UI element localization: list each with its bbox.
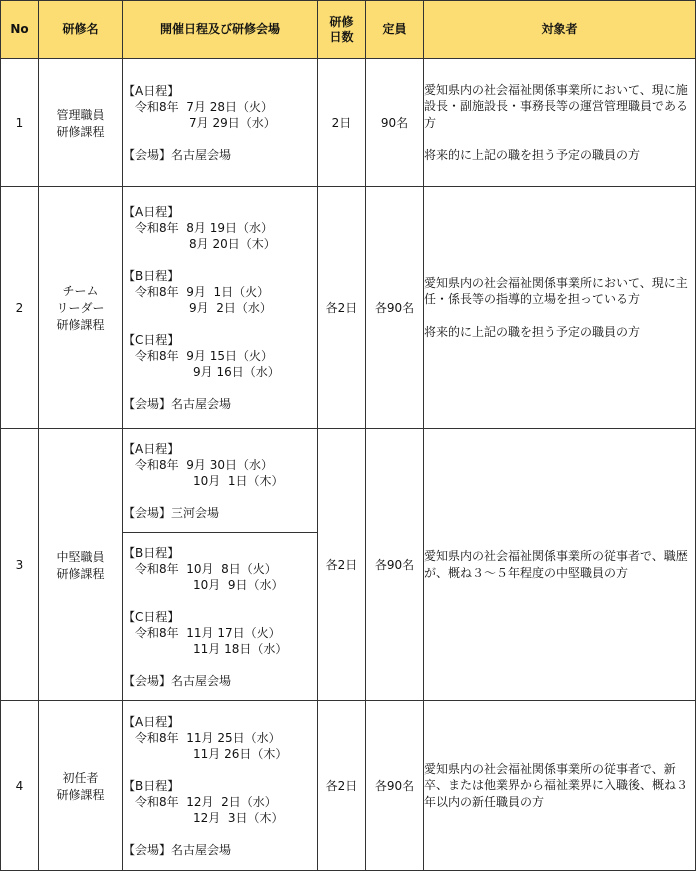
venue: 【会場】名古屋会場 bbox=[123, 842, 232, 857]
schedule-head: 【A日程】 bbox=[123, 204, 180, 219]
course-name-line: 研修課程 bbox=[56, 124, 105, 139]
schedule-cell bbox=[123, 701, 318, 871]
schedule-head: 【A日程】 bbox=[123, 441, 180, 456]
course-name bbox=[39, 187, 123, 429]
table-row bbox=[1, 701, 696, 871]
course-name-line: 研修課程 bbox=[56, 566, 105, 581]
table-row bbox=[1, 59, 696, 187]
training-days: 各2日 bbox=[318, 701, 366, 871]
row-no: 4 bbox=[1, 701, 39, 871]
header-row bbox=[1, 1, 696, 59]
target-text: 愛知県内の社会福祉関係事業所において、現に施設長・副施設長・事務長等の運営管理職員である方 bbox=[424, 82, 689, 130]
header-days-line1: 研修 bbox=[329, 14, 354, 29]
course-name-line: 研修課程 bbox=[56, 787, 105, 802]
course-name bbox=[39, 59, 123, 187]
row-no: 1 bbox=[1, 59, 39, 187]
capacity: 90名 bbox=[366, 59, 424, 187]
schedule-date: 令和8年 9月 30日（水） bbox=[135, 457, 273, 472]
course-name-line: チーム bbox=[62, 284, 99, 298]
header-course: 研修名 bbox=[39, 1, 123, 59]
schedule-cell bbox=[123, 187, 318, 429]
schedule-date: 11月 18日（水） bbox=[193, 641, 288, 656]
target-cell bbox=[424, 59, 696, 187]
target-cell bbox=[424, 701, 696, 871]
schedule-date: 令和8年 11月 17日（火） bbox=[135, 625, 281, 640]
schedule-date: 令和8年 7月 28日（火） bbox=[135, 99, 273, 114]
target-text: 将来的に上記の職を担う予定の職員の方 bbox=[424, 148, 641, 162]
schedule-date: 10月 9日（水） bbox=[193, 577, 284, 592]
capacity: 各90名 bbox=[366, 429, 424, 701]
venue: 【会場】名古屋会場 bbox=[123, 396, 232, 411]
table-row bbox=[1, 429, 696, 533]
schedule-head: 【C日程】 bbox=[123, 609, 180, 624]
venue: 【会場】三河会場 bbox=[123, 505, 220, 520]
target-text: 愛知県内の社会福祉関係事業所の従事者で、新卒、または他業界から福祉業界に入職後、概ね３年以内の新任職員の方 bbox=[424, 761, 689, 809]
header-capacity: 定員 bbox=[366, 1, 424, 59]
schedule-date: 令和8年 9月 1日（火） bbox=[135, 284, 270, 299]
course-name-line: リーダー bbox=[56, 301, 105, 315]
schedule-date: 9月 2日（水） bbox=[189, 300, 272, 315]
target-text: 愛知県内の社会福祉関係事業所において、現に主任・係長等の指導的立場を担っている方 bbox=[424, 275, 688, 307]
schedule-cell bbox=[123, 59, 318, 187]
schedule-date: 12月 3日（木） bbox=[193, 810, 284, 825]
venue: 【会場】名古屋会場 bbox=[123, 673, 232, 688]
row-no: 3 bbox=[1, 429, 39, 701]
target-text: 愛知県内の社会福祉関係事業所の従事者で、職歴が、概ね３～５年程度の中堅職員の方 bbox=[424, 549, 688, 580]
course-name-line: 管理職員 bbox=[56, 107, 105, 122]
target-cell bbox=[424, 429, 696, 701]
training-days: 各2日 bbox=[318, 429, 366, 701]
header-schedule: 開催日程及び研修会場 bbox=[123, 1, 318, 59]
course-name-line: 研修課程 bbox=[56, 318, 105, 332]
venue: 【会場】名古屋会場 bbox=[123, 147, 232, 162]
schedule-head: 【B日程】 bbox=[123, 545, 180, 560]
course-name-line: 初任者 bbox=[62, 770, 99, 785]
course-name bbox=[39, 429, 123, 701]
training-days: 各2日 bbox=[318, 187, 366, 429]
row-no: 2 bbox=[1, 187, 39, 429]
schedule-head: 【B日程】 bbox=[123, 778, 180, 793]
target-text: 将来的に上記の職を担う予定の職員の方 bbox=[424, 324, 641, 339]
header-no: No bbox=[1, 1, 39, 59]
schedule-cell bbox=[123, 429, 318, 533]
schedule-head: 【A日程】 bbox=[123, 83, 180, 98]
schedule-date: 9月 16日（水） bbox=[193, 364, 280, 379]
table-row bbox=[1, 187, 696, 429]
schedule-head: 【B日程】 bbox=[123, 268, 180, 283]
header-days bbox=[318, 1, 366, 59]
training-days: 2日 bbox=[318, 59, 366, 187]
header-target: 対象者 bbox=[424, 1, 696, 59]
course-name-line: 中堅職員 bbox=[56, 549, 105, 564]
course-name bbox=[39, 701, 123, 871]
schedule-head: 【C日程】 bbox=[123, 332, 180, 347]
schedule-date: 令和8年 12月 2日（水） bbox=[135, 794, 277, 809]
capacity: 各90名 bbox=[366, 701, 424, 871]
capacity: 各90名 bbox=[366, 187, 424, 429]
schedule-date: 令和8年 9月 15日（火） bbox=[135, 348, 273, 363]
schedule-date: 令和8年 10月 8日（火） bbox=[135, 561, 277, 576]
schedule-date: 令和8年 11月 25日（水） bbox=[135, 730, 281, 745]
schedule-date: 8月 20日（木） bbox=[189, 236, 276, 251]
target-cell bbox=[424, 187, 696, 429]
schedule-date: 11月 26日（木） bbox=[193, 746, 288, 761]
schedule-cell bbox=[123, 533, 318, 701]
schedule-date: 10月 1日（木） bbox=[193, 473, 284, 488]
schedule-date: 令和8年 8月 19日（水） bbox=[135, 220, 273, 235]
header-days-line2: 日数 bbox=[329, 29, 354, 44]
schedule-date: 7月 29日（水） bbox=[189, 115, 276, 130]
schedule-head: 【A日程】 bbox=[123, 714, 180, 729]
